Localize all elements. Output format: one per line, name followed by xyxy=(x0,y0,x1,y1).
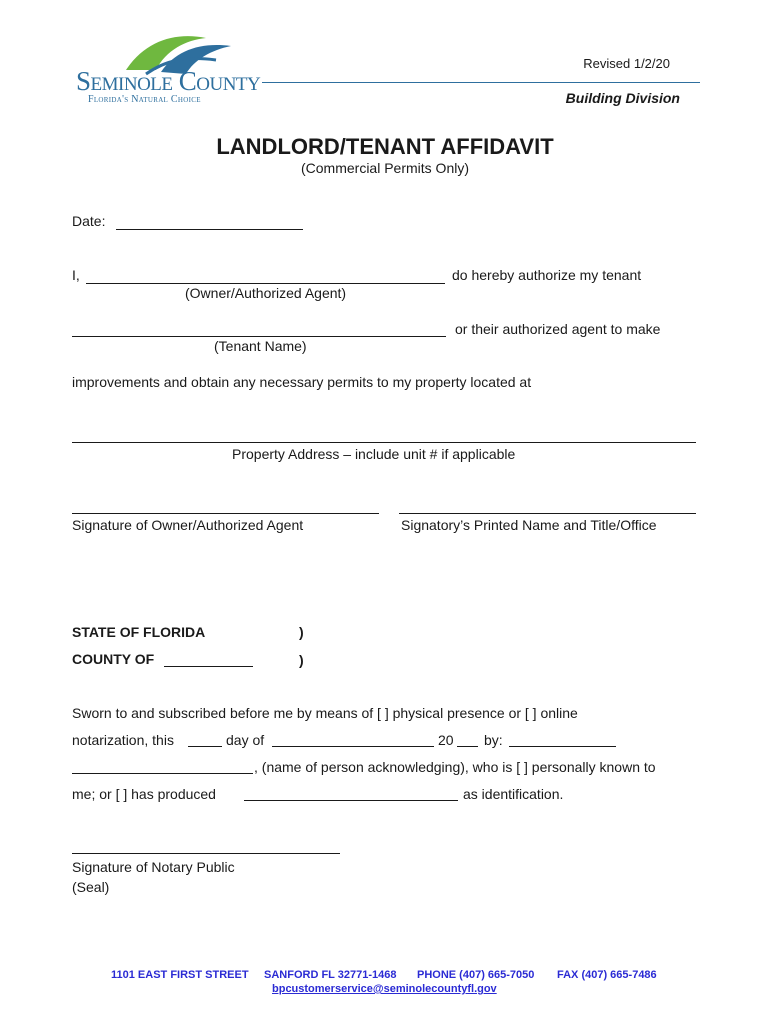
date-field-line[interactable] xyxy=(116,229,303,230)
header-rule xyxy=(262,82,700,83)
property-address-line[interactable] xyxy=(72,442,696,443)
by-field-line[interactable] xyxy=(509,746,616,747)
county-paren: ) xyxy=(299,652,304,668)
notary-line-2a: notarization, this xyxy=(72,732,174,748)
improvements-text: improvements and obtain any necessary permits to my property located at xyxy=(72,374,532,390)
authorize-text: do hereby authorize my tenant xyxy=(452,267,642,283)
owner-caption: (Owner/Authorized Agent) xyxy=(185,285,347,301)
month-field-line[interactable] xyxy=(272,746,434,747)
property-caption: Property Address – include unit # if applicable xyxy=(232,446,516,462)
state-label: STATE OF FLORIDA xyxy=(72,624,206,640)
notary-line-2d: by: xyxy=(484,732,503,748)
footer-city: SANFORD FL 32771-1468 xyxy=(264,969,397,981)
logo-sub-text: Florida's Natural Choice xyxy=(88,94,201,105)
county-logo xyxy=(76,30,276,110)
notary-line-4b: as identification. xyxy=(463,786,564,802)
revised-date: Revised 1/2/20 xyxy=(583,56,670,71)
day-field-line[interactable] xyxy=(188,746,222,747)
notary-line-1: Sworn to and subscribed before me by means of [ ] physical presence or [ ] online xyxy=(72,705,578,721)
date-label: Date: xyxy=(72,213,106,229)
logo-main-text: Seminole County xyxy=(76,66,261,96)
owner-name-line[interactable] xyxy=(86,283,445,284)
acknowledger-field-line[interactable] xyxy=(72,773,253,774)
footer-fax: FAX (407) 665-7486 xyxy=(557,969,657,981)
seal-label: (Seal) xyxy=(72,879,110,895)
owner-signature-caption: Signature of Owner/Authorized Agent xyxy=(72,517,304,533)
tenant-name-line[interactable] xyxy=(72,336,446,337)
footer-phone: PHONE (407) 665-7050 xyxy=(417,969,535,981)
page-title: LANDLORD/TENANT AFFIDAVIT xyxy=(216,134,554,159)
notary-signature-line[interactable] xyxy=(72,853,340,854)
notary-line-4a: me; or [ ] has produced xyxy=(72,786,216,802)
county-label: COUNTY OF xyxy=(72,651,155,667)
notary-line-2b: day of xyxy=(226,732,265,748)
printed-name-line[interactable] xyxy=(399,513,696,514)
logo-tm: TM xyxy=(200,48,209,54)
division-name: Building Division xyxy=(565,90,680,106)
notary-line-3: , (name of person acknowledging), who is [ ] personally known to xyxy=(254,759,656,775)
printed-name-caption: Signatory’s Printed Name and Title/Office xyxy=(401,517,657,533)
tenant-caption: (Tenant Name) xyxy=(214,338,307,354)
notary-line-2c: 20 xyxy=(438,732,454,748)
state-paren: ) xyxy=(299,624,304,640)
i-label: I, xyxy=(72,267,80,283)
page-subtitle: (Commercial Permits Only) xyxy=(300,160,469,176)
agent-text: or their authorized agent to make xyxy=(455,321,661,337)
year-field-line[interactable] xyxy=(457,746,478,747)
owner-signature-line[interactable] xyxy=(72,513,379,514)
footer-email-link[interactable]: bpcustomerservice@seminolecountyfl.gov xyxy=(272,983,497,995)
notary-signature-caption: Signature of Notary Public xyxy=(72,859,235,875)
county-field-line[interactable] xyxy=(164,666,253,667)
identification-field-line[interactable] xyxy=(244,800,458,801)
footer-address: 1101 EAST FIRST STREET xyxy=(111,969,249,981)
